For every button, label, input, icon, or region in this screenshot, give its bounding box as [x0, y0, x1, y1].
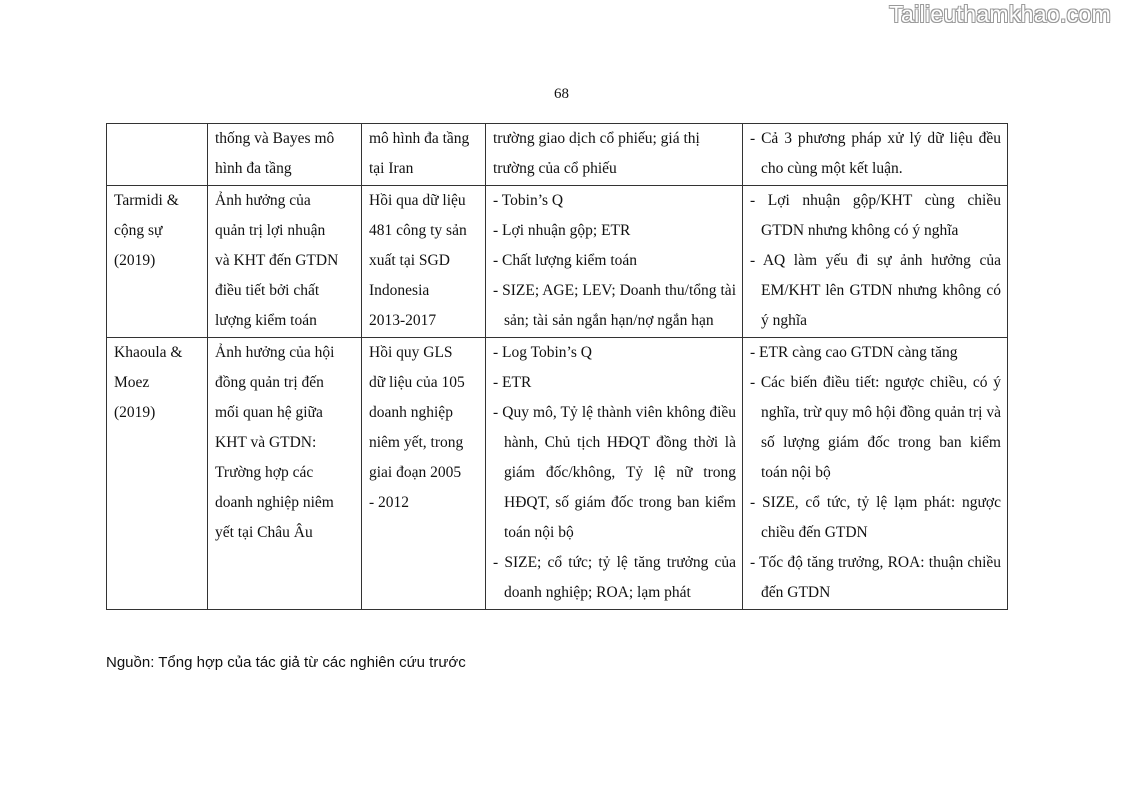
cell-line: 2013-2017 [369, 312, 437, 329]
cell-line: lượng kiểm toán [215, 312, 317, 329]
cell-line: Ảnh hưởng của hội [215, 344, 335, 361]
cell-line: xuất tại SGD [369, 252, 450, 269]
bullet-item: - Lợi nhuận gộp; ETR [493, 222, 631, 239]
results-cell [743, 186, 1008, 338]
cell-line: thống và Bayes mô [215, 130, 335, 147]
cell-line: đồng quản trị đến [215, 374, 324, 391]
cell-line: Tarmidi & [114, 192, 179, 209]
watermark-text: Tailieuthamkhao.com [889, 1, 1111, 27]
bullet-item: - Cả 3 phương pháp xử lý dữ liệu đều cho cùng một kết luận. [750, 130, 1001, 177]
method-cell [362, 186, 486, 338]
cell-line: Hồi qua dữ liệu [369, 192, 466, 209]
bullet-item: - SIZE; AGE; LEV; Doanh thu/tổng tài sản; tài sản ngắn hạn/nợ ngắn hạn [493, 282, 736, 329]
cell-line: dữ liệu của 105 [369, 374, 465, 391]
cell-line: quản trị lợi nhuận [215, 222, 326, 239]
cell-line: tại Iran [369, 160, 414, 177]
topic-cell [208, 124, 362, 186]
cell-line: mối quan hệ giữa [215, 404, 323, 421]
source-note: Nguồn: Tổng hợp của tác giả từ các nghiên cứu trước [106, 654, 466, 671]
table-row [107, 186, 1008, 338]
author-cell [107, 338, 208, 610]
cell-line: doanh nghiệp [369, 404, 453, 421]
topic-cell [208, 186, 362, 338]
results-cell [743, 338, 1008, 610]
cell-line: cộng sự [114, 222, 163, 239]
cell-line: Khaoula & [114, 344, 183, 361]
bullet-item: - ETR càng cao GTDN càng tăng [750, 344, 958, 361]
method-cell [362, 338, 486, 610]
cell-line: (2019) [114, 404, 156, 421]
cell-line: và KHT đến GTDN [215, 252, 339, 269]
cell-line: Ảnh hưởng của [215, 192, 311, 209]
bullet-item: - Quy mô, Tỷ lệ thành viên không điều hành, Chủ tịch HĐQT đồng thời là giám đốc/không, Tỷ lệ nữ trong HĐQT, số giám đốc trong ban kiểm toán nội bộ [493, 404, 736, 541]
page-number: 68 [554, 86, 569, 102]
cell-line: Indonesia [369, 282, 430, 299]
bullet-item: - AQ làm yếu đi sự ảnh hưởng của EM/KHT lên GTDN nhưng không có ý nghĩa [750, 252, 1001, 329]
bullet-item: trường của cổ phiếu [493, 160, 617, 177]
cell-line: - 2012 [369, 494, 410, 511]
bullet-item: - Chất lượng kiểm toán [493, 252, 638, 269]
cell-line: Trường hợp các [215, 464, 314, 481]
bullet-item: - Tốc độ tăng trưởng, ROA: thuận chiều đến GTDN [750, 554, 1001, 601]
table-row [107, 124, 1008, 186]
variables-cell [486, 338, 743, 610]
cell-line: KHT và GTDN: [215, 434, 317, 451]
cell-line: Hồi quy GLS [369, 344, 453, 361]
cell-line: yết tại Châu Âu [215, 524, 313, 541]
cell-line: niêm yết, trong [369, 434, 464, 451]
cell-line: hình đa tầng [215, 160, 292, 177]
cell-line: Moez [114, 374, 150, 391]
bullet-item: - Log Tobin’s Q [493, 344, 592, 361]
literature-table [106, 123, 1008, 610]
cell-line: giai đoạn 2005 [369, 464, 462, 481]
results-cell [743, 124, 1008, 186]
variables-cell [486, 186, 743, 338]
method-cell [362, 124, 486, 186]
cell-line: mô hình đa tầng [369, 130, 470, 147]
variables-cell [486, 124, 743, 186]
bullet-item: trường giao dịch cổ phiếu; giá thị [493, 130, 700, 147]
bullet-item: - SIZE; cổ tức; tỷ lệ tăng trưởng của doanh nghiệp; ROA; lạm phát [493, 554, 736, 601]
bullet-item: - ETR [493, 374, 532, 391]
author-cell [107, 124, 208, 186]
cell-line: 481 công ty sản [369, 222, 467, 239]
bullet-item: - Các biến điều tiết: ngược chiều, có ý nghĩa, trừ quy mô hội đồng quản trị và số lượng giám đốc trong ban kiểm toán nội bộ [750, 374, 1001, 481]
bullet-item: - Lợi nhuận gộp/KHT cùng chiều GTDN nhưng không có ý nghĩa [750, 192, 1001, 239]
topic-cell [208, 338, 362, 610]
cell-line: (2019) [114, 252, 156, 269]
cell-line: doanh nghiệp niêm [215, 494, 334, 511]
author-cell [107, 186, 208, 338]
bullet-item: - Tobin’s Q [493, 192, 564, 209]
table-row [107, 338, 1008, 610]
bullet-item: - SIZE, cổ tức, tỷ lệ lạm phát: ngược chiều đến GTDN [750, 494, 1001, 541]
cell-line: điều tiết bởi chất [215, 282, 320, 299]
